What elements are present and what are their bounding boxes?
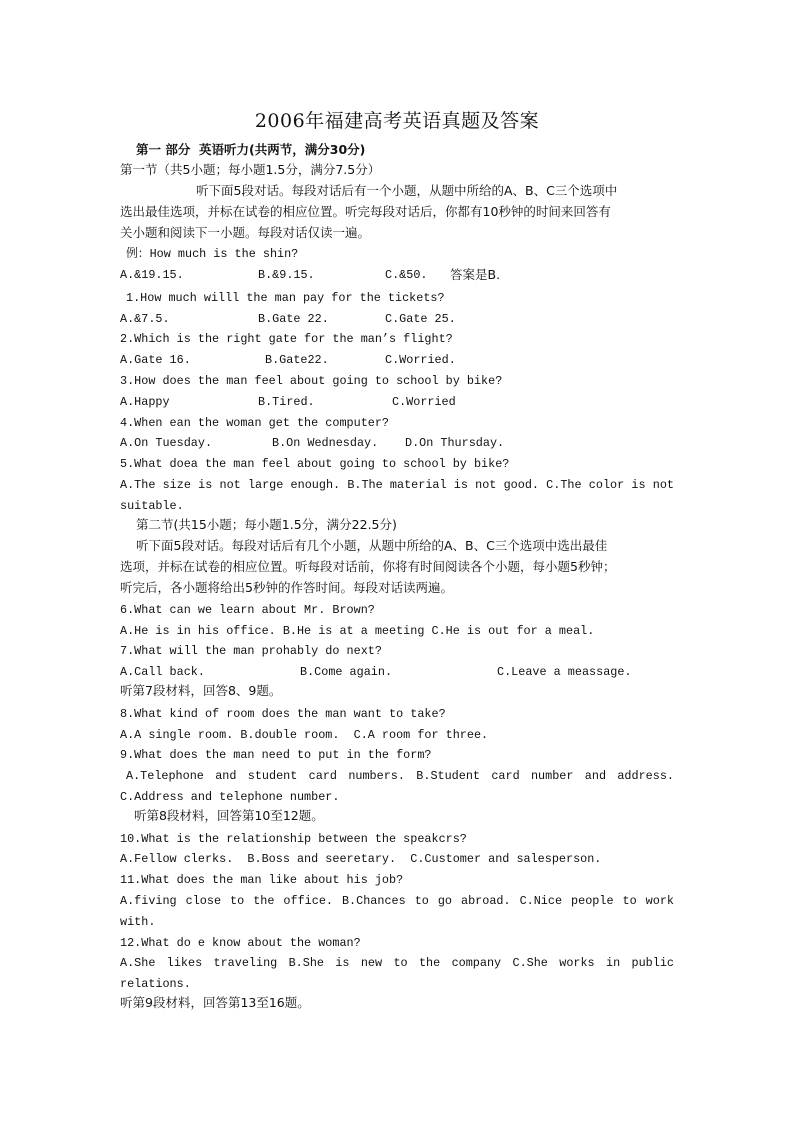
q1-option-c: C.Gate 25. <box>385 312 456 326</box>
q3-option-a: A.Happy <box>120 395 170 409</box>
question-4: 4.When ean the woman get the computer? <box>120 416 390 430</box>
q9-options-line-2: C.Address and telephone number. <box>120 790 340 804</box>
q8-options: A.A single room. B.double room. C.A room for three. <box>120 728 489 742</box>
q2-option-c: C.Worried. <box>385 353 456 367</box>
q5-options-line-2: suitable. <box>120 499 184 513</box>
q11-options-line-1: A.fiving close to the office. B.Chances to go abroad. C.Nice people to work <box>120 894 674 908</box>
question-1: 1.How much willl the man pay for the tickets? <box>126 291 445 305</box>
instruction-line-1: 听下面5段对话。每段对话后有一个小题，从题中所给的A、B、C三个选项中 <box>196 183 618 198</box>
question-12: 12.What do e know about the woman? <box>120 936 361 950</box>
q4-option-b: B.On Wednesday. <box>272 436 379 450</box>
q1-option-a: A.&7.5. <box>120 312 170 326</box>
example-option-c: C.&50. <box>385 268 428 282</box>
question-10: 10.What is the relationship between the speakcrs? <box>120 832 467 846</box>
question-2: 2.Which is the right gate for the man’s flight? <box>120 332 453 346</box>
q7-option-a: A.Call back. <box>120 665 205 679</box>
example-answer: 答案是B. <box>450 267 501 282</box>
q6-options: A.He is in his office. B.He is at a meeting C.He is out for a meal. <box>120 624 595 638</box>
page-title: 2006年福建高考英语真题及答案 <box>254 110 540 132</box>
q11-options-line-2: with. <box>120 915 156 929</box>
section2-instruction-3: 听完后，各小题将给出5秒钟的作答时间。每段对话读两遍。 <box>120 580 453 595</box>
example-option-a: A.&19.15. <box>120 268 184 282</box>
q3-option-b: B.Tired. <box>258 395 315 409</box>
example-question: 例：How much is the shin? <box>126 247 299 261</box>
section2-heading: 第二节(共15小题；每小题1.5分，满分22.5分) <box>136 517 397 532</box>
q4-option-a: A.On Tuesday. <box>120 436 213 450</box>
q2-option-b: B.Gate22. <box>265 353 329 367</box>
question-8: 8.What kind of room does the man want to take? <box>120 707 446 721</box>
question-9: 9.What does the man need to put in the form? <box>120 748 432 762</box>
q4-option-d: D.On Thursday. <box>405 436 505 450</box>
q7-option-b: B.Come again. <box>300 665 393 679</box>
section1-heading: 第一节（共5小题；每小题1.5分，满分7.5分） <box>120 162 381 177</box>
q2-option-a: A.Gate 16. <box>120 353 191 367</box>
question-6: 6.What can we learn about Mr. Brown? <box>120 603 375 617</box>
part1-heading: 第一 部分 英语听力(共两节，满分30分) <box>136 142 366 157</box>
q9-options-line-1: A.Telephone and student card numbers. B.Student card number and address. <box>126 769 674 783</box>
q1-option-b: B.Gate 22. <box>258 312 329 326</box>
material-8-note: 听第8段材料，回答第10至12题。 <box>134 808 324 823</box>
q3-option-c: C.Worried <box>392 395 456 409</box>
instruction-line-3: 关小题和阅读下一小题。每段对话仅读一遍。 <box>120 225 371 240</box>
q12-options-line-1: A.She likes traveling B.She is new to the company C.She works in public <box>120 956 674 970</box>
material-9-note: 听第9段材料，回答第13至16题。 <box>120 995 310 1010</box>
material-7-note: 听第7段材料，回答8、9题。 <box>120 683 282 698</box>
q12-options-line-2: relations. <box>120 977 191 991</box>
q10-options: A.Fellow clerks. B.Boss and seeretary. C.Customer and salesperson. <box>120 852 602 866</box>
q7-option-c: C.Leave a meassage. <box>497 665 632 679</box>
section2-instruction-2: 选项，并标在试卷的相应位置。听每段对话前，你将有时间阅读各个小题，每小题5秒钟； <box>120 559 616 574</box>
example-option-b: B.&9.15. <box>258 268 315 282</box>
section2-instruction-1: 听下面5段对话。每段对话后有几个小题，从题中所给的A、B、C三个选项中选出最佳 <box>136 538 608 553</box>
instruction-line-2: 选出最佳选项，并标在试卷的相应位置。听完每段对话后，你都有10秒钟的时间来回答有 <box>120 204 611 219</box>
question-11: 11.What does the man like about his job? <box>120 873 404 887</box>
question-5: 5.What doea the man feel about going to school by bike? <box>120 457 510 471</box>
question-3: 3.How does the man feel about going to school by bike? <box>120 374 503 388</box>
q5-options-line-1: A.The size is not large enough. B.The material is not good. C.The color is not <box>120 478 674 492</box>
question-7: 7.What will the man prohably do next? <box>120 644 382 658</box>
